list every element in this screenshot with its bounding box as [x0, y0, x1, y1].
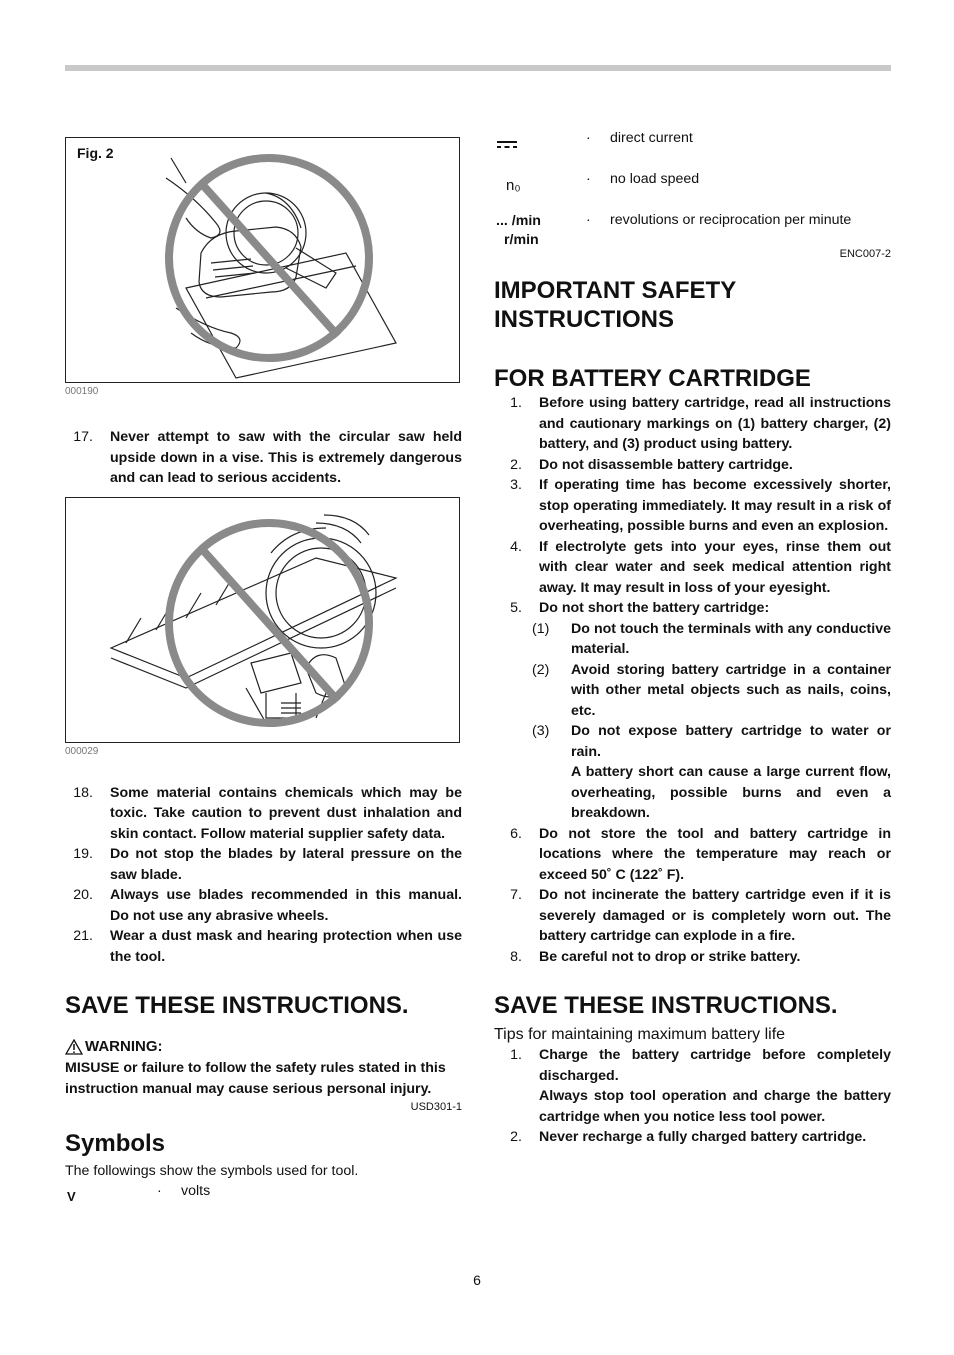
list-item: [65, 844, 462, 885]
warning-triangle-icon: [65, 1039, 83, 1055]
sub-list-item: [532, 660, 891, 722]
short-circuit-sublist: [532, 619, 891, 824]
warning-label: WARNING:: [85, 1038, 163, 1055]
list-item-number: 20.: [73, 887, 93, 903]
save-instructions-heading: SAVE THESE INSTRUCTIONS.: [65, 992, 409, 1019]
sub-list-item-number: (1): [532, 620, 550, 637]
no-load-speed-symbol: n₀: [506, 177, 521, 194]
list-item-text: Do not stop the blades by lateral pressure on the saw blade.: [110, 846, 462, 883]
list-item-number: 18.: [73, 784, 93, 801]
list-item-number: 8.: [510, 948, 522, 965]
symbol-dot: ·: [586, 171, 591, 187]
list-item-text: If electrolyte gets into your eyes, rinse them out with clear water and seek medical attention right away. It may result in loss of your eyesight.: [539, 538, 891, 596]
symbols-heading: Symbols: [65, 1130, 166, 1157]
list-item-number: 1.: [510, 1047, 522, 1063]
per-minute-symbol-line1: ... /min: [496, 213, 541, 229]
list-item-text: Before using battery cartridge, read all instructions and cautionary markings on (1) battery charger, (2) battery, and (3) product using battery.: [539, 395, 891, 452]
list-item: [494, 393, 891, 455]
list-item-number: 2.: [510, 456, 522, 473]
list-item-text: Be careful not to drop or strike battery.: [539, 948, 801, 965]
list-item: [494, 475, 891, 537]
saw-in-vise-illustration: [66, 138, 459, 382]
figure-2-code: 000190: [65, 386, 99, 397]
safety-list-a: [65, 427, 462, 489]
right-column: [494, 128, 891, 1148]
sub-list-item-extra: A battery short can cause a large current flow, overheating, possible burns and even a breakdown.: [571, 764, 891, 821]
symbol-row-no-load-speed: [494, 169, 891, 210]
sub-list-item: [532, 721, 891, 824]
battery-safety-list: [494, 393, 891, 967]
list-item-text: Never recharge a fully charged battery cartridge.: [539, 1129, 867, 1145]
volts-symbol: V: [67, 1189, 76, 1204]
list-item-text: Do not disassemble battery cartridge.: [539, 456, 793, 473]
warning-body: MISUSE or failure to follow the safety rules stated in this instruction manual may cause serious personal injury.: [65, 1060, 446, 1097]
list-item-text: If operating time has become excessively shorter, stop operating immediately. It may result in a risk of overheating, possible burns and even an explosion.: [539, 477, 891, 534]
symbol-description: direct current: [610, 130, 693, 146]
save-instructions-heading-right: SAVE THESE INSTRUCTIONS.: [494, 992, 838, 1019]
list-item: [65, 885, 462, 926]
symbol-description: revolutions or reciprocation per minute: [610, 212, 852, 228]
sub-list-item-text: Avoid storing battery cartridge in a container with other metal objects such as nails, coins, etc.: [571, 661, 891, 719]
list-item-extra: Always stop tool operation and charge the battery cartridge when you notice less tool power.: [539, 1088, 891, 1125]
figure-2: [65, 137, 460, 383]
list-item-text: Always use blades recommended in this manual. Do not use any abrasive wheels.: [110, 887, 462, 924]
important-safety-heading: IMPORTANT SAFETY INSTRUCTIONS: [494, 277, 736, 333]
symbol-description: volts: [181, 1183, 211, 1199]
saw-upside-down-illustration: [66, 498, 459, 742]
list-item: [494, 1045, 891, 1127]
list-item: [494, 824, 891, 886]
list-item: [494, 947, 891, 968]
symbols-intro: The followings show the symbols used for tool.: [65, 1163, 359, 1179]
list-item: [494, 598, 891, 824]
list-item: [494, 537, 891, 599]
list-item-text: Do not store the tool and battery cartridge in locations where the temperature may reach or exceed 50˚ C (122˚ F).: [539, 825, 891, 883]
safety-list-b: [65, 783, 462, 968]
sub-list-item-number: (3): [532, 723, 550, 739]
list-item-number: 4.: [510, 538, 522, 555]
list-item-number: 17.: [73, 429, 93, 445]
sub-list-item-text: Do not touch the terminals with any conductive material.: [571, 620, 891, 657]
page-number: 6: [473, 1272, 481, 1288]
header-rule: [65, 65, 891, 71]
symbol-dot: ·: [586, 130, 591, 146]
list-item: [494, 1127, 891, 1148]
list-item-text: Wear a dust mask and hearing protection when use the tool.: [110, 928, 462, 965]
sub-list-item-number: (2): [532, 661, 550, 678]
figure-3-code: 000029: [65, 745, 99, 757]
list-item-number: 7.: [510, 887, 522, 903]
per-minute-symbol: [496, 212, 541, 250]
sub-list-item: [532, 619, 891, 660]
battery-cartridge-heading: FOR BATTERY CARTRIDGE: [494, 365, 811, 392]
symbol-description: no load speed: [610, 171, 700, 187]
direct-current-icon: [496, 138, 518, 154]
figure-3: [65, 497, 460, 743]
warning-title: [65, 1038, 462, 1055]
symbol-dot: ·: [586, 212, 591, 228]
symbol-row-direct-current: [494, 128, 891, 169]
list-item-text: Some material contains chemicals which may be toxic. Take caution to prevent dust inhalation and skin contact. Follow material supplier safety data.: [110, 784, 462, 842]
symbol-row-per-minute: [494, 210, 891, 246]
list-item-number: 5.: [510, 600, 522, 616]
battery-tips-list: [494, 1045, 891, 1148]
list-item-text: Never attempt to saw with the circular saw held upside down in a vise. This is extremely dangerous and can lead to serious accidents.: [110, 429, 462, 486]
per-minute-symbol-line2: r/min: [504, 232, 539, 248]
symbol-dot: ·: [157, 1183, 162, 1199]
list-item: [494, 455, 891, 476]
battery-tips-title: Tips for maintaining maximum battery life: [494, 1026, 786, 1043]
list-item-text: Do not short the battery cartridge:: [539, 600, 770, 616]
list-item-text: Do not incinerate the battery cartridge even if it is severely damaged or is completely worn out. The battery cartridge can explode in a fire.: [539, 887, 891, 944]
list-item: [65, 427, 462, 489]
list-item: [65, 926, 462, 967]
list-item-text: Charge the battery cartridge before completely discharged.: [539, 1047, 891, 1084]
list-item-number: 19.: [73, 846, 93, 862]
list-item-number: 1.: [510, 395, 522, 411]
list-item: [494, 885, 891, 947]
list-item-number: 3.: [510, 477, 522, 493]
sub-list-item-text: Do not expose battery cartridge to water or rain.: [571, 723, 891, 760]
figure-2-label: Fig. 2: [77, 145, 114, 161]
warning-code: USD301-1: [410, 1101, 462, 1113]
symbol-row-volts: [65, 1181, 462, 1222]
left-column: [65, 137, 462, 1222]
list-item-number: 2.: [510, 1129, 522, 1145]
list-item: [65, 783, 462, 845]
list-item-number: 6.: [510, 825, 522, 842]
list-item-number: 21.: [73, 928, 93, 944]
symbols-code: ENC007-2: [839, 248, 891, 260]
